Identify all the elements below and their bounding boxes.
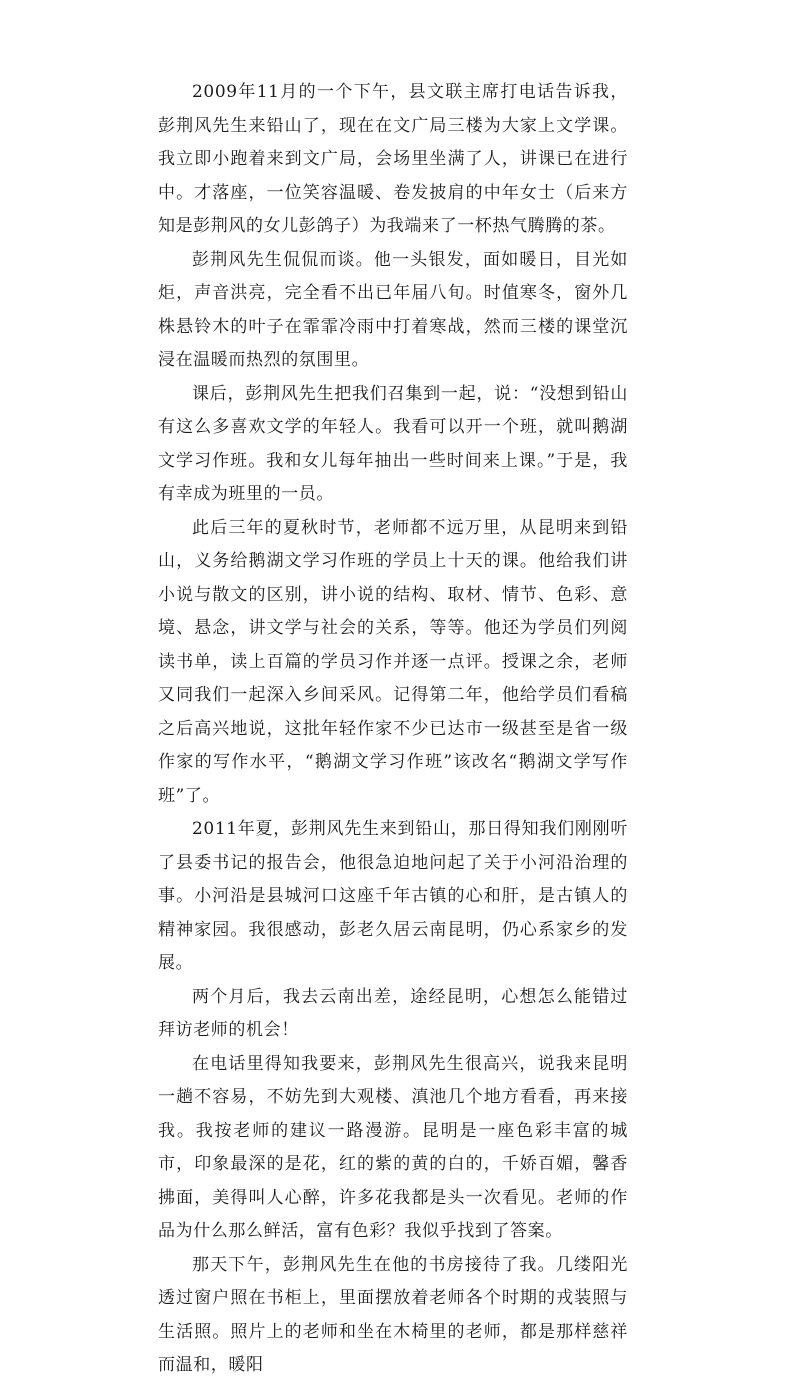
- paragraph-6: 两个月后，我去云南出差，途经昆明，心想怎么能错过拜访老师的机会！: [158, 986, 628, 1040]
- paragraph-5: 2011年夏，彭荆风先生来到铅山，那日得知我们刚刚听了县委书记的报告会，他很急迫地问起了关于小河沿治理的事。小河沿是县城河口这座千年古镇的心和肝，是古镇人的精神家园。我很感动，彭老久居云南昆明，仍心系家乡的发展。: [158, 819, 628, 973]
- paragraph-3: 课后，彭荆风先生把我们召集到一起，说：“没想到铅山有这么多喜欢文学的年轻人。我看可以开一个班，就叫鹅湖文学习作班。我和女儿每年抽出一些时间来上课。”于是，我有幸成为班里的一员。: [158, 383, 628, 504]
- paragraph-7: 在电话里得知我要来，彭荆风先生很高兴，说我来昆明一趟不容易，不妨先到大观楼、滇池几个地方看看，再来接我。我按老师的建议一路漫游。昆明是一座色彩丰富的城市，印象最深的是花，红的紫的黄的白的，千娇百媚，馨香拂面，美得叫人心醉，许多花我都是头一次看见。老师的作品为什么那么鲜活，富有色彩？我似乎找到了答案。: [158, 1053, 628, 1241]
- article-body: [158, 76, 628, 1383]
- paragraph-4: 此后三年的夏秋时节，老师都不远万里，从昆明来到铅山，义务给鹅湖文学习作班的学员上十天的课。他给我们讲小说与散文的区别，讲小说的结构、取材、情节、色彩、意境、悬念，讲文学与社会的关系，等等。他还为学员们列阅读书单，读上百篇的学员习作并逐一点评。授课之余，老师又同我们一起深入乡间采风。记得第二年，他给学员们看稿之后高兴地说，这批年轻作家不少已达市一级甚至是省一级作家的写作水平，“鹅湖文学习作班”该改名“鹅湖文学写作班”了。: [158, 517, 628, 806]
- paragraph-1: 2009年11月的一个下午，县文联主席打电话告诉我，彭荆风先生来铅山了，现在在文广局三楼为大家上文学课。我立即小跑着来到文广局，会场里坐满了人，讲课已在进行中。才落座，一位笑容温暖、卷发披肩的中年女士（后来方知是彭荆风的女儿彭鸽子）为我端来了一杯热气腾腾的茶。: [158, 82, 628, 236]
- paragraph-8: 那天下午，彭荆风先生在他的书房接待了我。几缕阳光透过窗户照在书柜上，里面摆放着老师各个时期的戎装照与生活照。照片上的老师和坐在木椅里的老师，都是那样慈祥而温和，暖阳: [158, 1254, 628, 1375]
- paragraph-2: 彭荆风先生侃侃而谈。他一头银发，面如暖日，目光如炬，声音洪亮，完全看不出已年届八旬。时值寒冬，窗外几株悬铃木的叶子在霏霏冷雨中打着寒战，然而三楼的课堂沉浸在温暖而热烈的氛围里。: [158, 249, 628, 370]
